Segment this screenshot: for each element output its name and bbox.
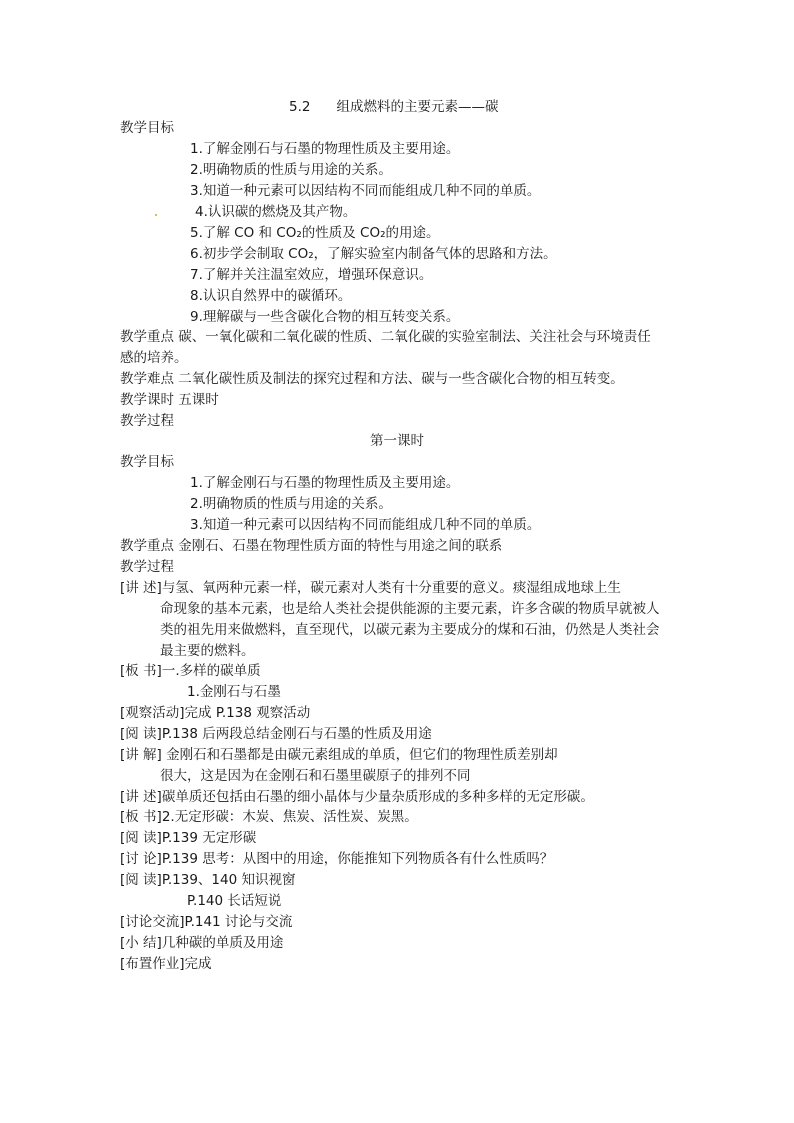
lecture-line: 命现象的基本元素，也是给人类社会提供能源的主要元素，许多含碳的物质早就被人 (160, 601, 660, 617)
key-points-line: 教学重点 金刚石、石墨在物理性质方面的特性与用途之间的联系 (120, 538, 503, 554)
lecture-line: [讲 述]与氢、氧两种元素一样，碳元素对人类有十分重要的意义。痰湿组成地球上生 (120, 580, 621, 596)
goal-item: 8.认识自然界中的碳循环。 (190, 288, 352, 304)
goal-item: 2.明确物质的性质与用途的关系。 (190, 162, 392, 178)
board-subline: 1.金刚石与石墨 (187, 684, 281, 700)
lecture-line: [讲 述]碳单质还包括由石墨的细小晶体与少量杂质形成的多种多样的无定形碳。 (120, 789, 594, 805)
lesson-heading: 第一课时 (370, 433, 424, 449)
goal-item: 2.明确物质的性质与用途的关系。 (190, 496, 392, 512)
key-points-line: 感的培养。 (120, 350, 188, 366)
summary-line: [小 结]几种碳的单质及用途 (120, 935, 284, 951)
class-hours-line: 教学课时 五课时 (120, 392, 219, 408)
goal-item: 9.理解碳与一些含碳化合物的相互转变关系。 (190, 309, 460, 325)
goal-item: 3.知道一种元素可以因结构不同而能组成几种不同的单质。 (190, 183, 541, 199)
heading-teaching-goals: 教学目标 (120, 454, 174, 470)
heading-teaching-goals: 教学目标 (120, 120, 174, 136)
board-line: [板 书]一.多样的碳单质 (120, 663, 261, 679)
difficulties-line: 教学难点 二氧化碳性质及制法的探究过程和方法、碳与一些含碳化合物的相互转变。 (120, 371, 624, 387)
lecture-line: 最主要的燃料。 (160, 643, 255, 659)
page-title (289, 97, 498, 117)
goal-item: 5.了解 CO 和 CO₂的性质及 CO₂的用途。 (190, 225, 440, 241)
heading-teaching-process: 教学过程 (120, 413, 174, 429)
key-points-line: 教学重点 碳、一氧化碳和二氧化碳的性质、二氧化碳的实验室制法、关注社会与环境责任 (120, 329, 651, 345)
goal-item: 4.认识碳的燃烧及其产物。 (195, 204, 357, 220)
goal-item: 7.了解并关注温室效应，增强环保意识。 (190, 267, 433, 283)
read-line: [阅 读]P.139 无定形碳 (120, 830, 257, 846)
board-line: [板 书]2.无定形碳：木炭、焦炭、活性炭、炭黑。 (120, 809, 418, 825)
goal-item: 1.了解金刚石与石墨的物理性质及主要用途。 (190, 475, 460, 491)
lecture-line: 类的祖先用来做燃料，直至现代，以碳元素为主要成分的煤和石油，仍然是人类社会 (160, 622, 660, 638)
discuss-line: [讨 论]P.139 思考：从图中的用途，你能推知下列物质各有什么性质吗？ (120, 851, 554, 867)
speck-mark (155, 214, 157, 216)
read-line: [阅 读]P.138 后两段总结金刚石与石墨的性质及用途 (120, 726, 432, 742)
section-number: 5.2 (289, 99, 311, 115)
read-subline: P.140 长话短说 (187, 893, 282, 909)
heading-teaching-process: 教学过程 (120, 559, 174, 575)
observe-line: [观察活动]完成 P.138 观察活动 (120, 705, 311, 721)
discuss-exchange-line: [讨论交流]P.141 讨论与交流 (120, 914, 293, 930)
section-title: 组成燃料的主要元素——碳 (336, 99, 499, 115)
goal-item: 1.了解金刚石与石墨的物理性质及主要用途。 (190, 141, 460, 157)
goal-item: 6.初步学会制取 CO₂，了解实验室内制备气体的思路和方法。 (190, 246, 557, 262)
homework-line: [布置作业]完成 (120, 956, 212, 972)
explain-line: 很大，这是因为在金刚石和石墨里碳原子的排列不同 (160, 768, 471, 784)
goal-item: 3.知道一种元素可以因结构不同而能组成几种不同的单质。 (190, 517, 541, 533)
explain-line: [讲 解] 金刚石和石墨都是由碳元素组成的单质，但它们的物理性质差别却 (120, 747, 558, 763)
read-line: [阅 读]P.139、140 知识视窗 (120, 872, 296, 888)
